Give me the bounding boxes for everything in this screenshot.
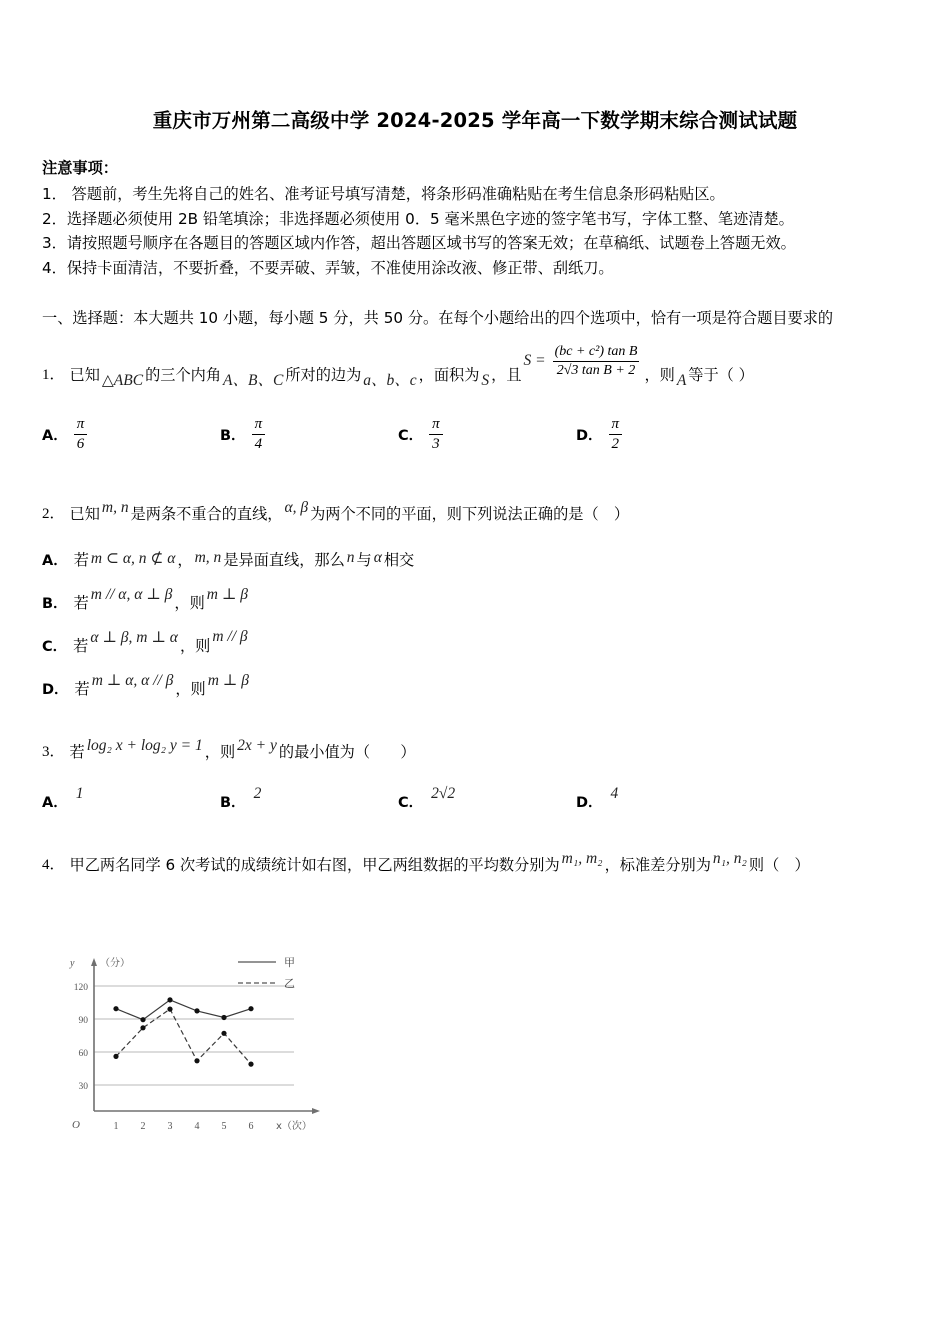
- q1-text-4: ，面积为: [418, 366, 480, 385]
- notice-item-1: 1． 答题前，考生先将自己的姓名、准考证号填写清楚，将条形码准确粘贴在考生信息条形码粘贴区。: [42, 184, 725, 203]
- q2-lines: m, n: [101, 498, 129, 516]
- q2-option-b-prefix: 若: [73, 593, 89, 612]
- yi-point-2: [140, 1025, 145, 1030]
- q2-option-c-mid: ，则: [179, 636, 211, 655]
- score-line-chart: [48, 948, 348, 1138]
- x-axis-arrow: [312, 1108, 320, 1114]
- q2-option-a-cond3: n: [346, 548, 355, 566]
- q1-area: S: [481, 371, 490, 389]
- q3-option-d-value: 4: [610, 785, 619, 803]
- q2-option-a-mid2: 是异面直线，那么: [223, 550, 345, 569]
- q2-option-b-cond: m // α, α ⊥ β: [90, 585, 173, 603]
- q3-option-a[interactable]: [42, 785, 220, 812]
- q1-option-c-value: [429, 416, 443, 453]
- page-title: 重庆市万州第二高级中学 2024-2025 学年高一下数学期末综合测试试题: [152, 109, 798, 132]
- xtick-label-5: 5: [221, 1121, 227, 1132]
- question-1-stem: [42, 343, 908, 389]
- chart-legend: [238, 956, 295, 990]
- q1-angles: A、B、C: [223, 371, 284, 389]
- notice-heading: 注意事项：: [42, 159, 118, 178]
- question-2-stem: [42, 498, 908, 525]
- q2-option-d-mid: ，则: [175, 679, 206, 698]
- section-heading: 一、选择题：本大题共 10 小题，每小题 5 分，共 50 分。在每个小题给出的四个选项中，恰有一项是符合题目要求的: [42, 309, 834, 328]
- q2-option-b-concl: m ⊥ β: [206, 585, 248, 603]
- xtick-label-4: 4: [194, 1121, 200, 1132]
- q1-option-b-label: B．: [220, 427, 246, 444]
- yi-point-4: [194, 1058, 199, 1063]
- q2-option-a-prefix: 若: [73, 550, 89, 569]
- q1-triangle: △ABC: [101, 371, 144, 389]
- y-axis-label: （分）: [100, 958, 130, 969]
- q3-option-c[interactable]: [398, 785, 576, 812]
- yi-point-3: [167, 1007, 172, 1012]
- question-4: [0, 849, 950, 876]
- q2-option-a-cond1: m ⊂ α, n ⊄ α: [90, 549, 176, 567]
- q1-option-b-num: π: [254, 415, 263, 432]
- xtick-label-1: 1: [113, 1121, 119, 1132]
- q2-option-a-tail: 相交: [383, 550, 415, 569]
- q2-option-b[interactable]: [0, 585, 950, 613]
- q2-option-d-cond: m ⊥ α, α // β: [91, 671, 174, 689]
- q3-text-3: 的最小值为（ ）: [278, 743, 416, 762]
- y-axis-arrow: [91, 958, 97, 966]
- q1-option-d-den: 2: [609, 434, 623, 453]
- jia-point-6: [248, 1006, 253, 1011]
- q1-formula-denominator: 2√3 tan B + 2: [553, 361, 640, 379]
- q2-option-a-cond4: α: [373, 548, 382, 566]
- q3-option-a-label: A．: [42, 794, 68, 811]
- q2-option-c-concl: m // β: [212, 627, 248, 645]
- q2-option-d-concl: m ⊥ β: [207, 671, 249, 689]
- q1-formula: [522, 344, 645, 379]
- question-3-stem: [42, 736, 908, 763]
- question-4-stem: [42, 849, 908, 876]
- q4-text-3: 则（ ）: [748, 856, 810, 875]
- jia-point-4: [194, 1008, 199, 1013]
- q1-sides: a、b、c: [363, 371, 417, 389]
- x-axis-label: x（次）: [276, 1121, 312, 1132]
- notice-item-2: 2．选择题必须使用 2B 铅笔填涂；非选择题必须使用 0．5 毫米黑色字迹的签字笔书写，字体工整、笔迹清楚。: [42, 209, 794, 228]
- q2-text-3: 为两个不同的平面，则下列说法正确的是（ ）: [310, 504, 630, 523]
- notice-item-3: 3．请按照题号顺序在各题目的答题区域内作答，超出答题区域书写的答案无效；在草稿纸、试题卷上答题无效。: [42, 234, 796, 253]
- question-3: [0, 736, 950, 763]
- q1-option-c-num: π: [432, 415, 440, 432]
- chart-svg: [48, 948, 348, 1138]
- q2-option-d[interactable]: [0, 671, 950, 699]
- q2-option-c-cond: α ⊥ β, m ⊥ α: [90, 628, 178, 646]
- q1-option-d-value: [609, 416, 623, 453]
- q2-option-a[interactable]: [0, 549, 950, 570]
- series-jia-line: [116, 1000, 251, 1020]
- q1-option-a-den: 6: [74, 434, 88, 453]
- xtick-label-3: 3: [167, 1121, 173, 1132]
- q1-text-7: 等于（ ）: [688, 366, 754, 385]
- q1-formula-fraction: [551, 344, 642, 379]
- q2-option-a-label: A．: [42, 552, 68, 569]
- q1-text-2: 的三个内角: [145, 366, 222, 385]
- q1-formula-lhs: S =: [523, 352, 546, 370]
- q2-option-c[interactable]: [0, 627, 950, 656]
- q3-option-c-label: C．: [398, 794, 424, 811]
- ytick-label-120: 120: [73, 983, 88, 993]
- question-1: [0, 343, 950, 389]
- legend-label-yi: 乙: [284, 977, 295, 990]
- question-3-options: [0, 785, 950, 812]
- q1-option-c[interactable]: [398, 416, 576, 453]
- q3-expression: 2x + y: [237, 736, 277, 754]
- q4-text-2: ，标准差分别为: [604, 856, 711, 875]
- legend-label-jia: 甲: [284, 956, 295, 969]
- q3-equation: log₂ x + log₂ y = 1: [86, 736, 203, 754]
- q4-means: m₁, m₂: [561, 849, 603, 867]
- yi-point-5: [221, 1031, 226, 1036]
- ytick-label-60: 60: [78, 1049, 88, 1059]
- jia-point-1: [113, 1006, 118, 1011]
- q2-planes: α, β: [284, 498, 309, 516]
- xtick-label-6: 6: [248, 1121, 254, 1132]
- q2-option-d-label: D．: [42, 681, 69, 698]
- notice-block: [0, 134, 950, 280]
- q3-text-2: ，则: [204, 743, 236, 762]
- q1-option-a-label: A．: [42, 427, 68, 444]
- question-2: [0, 498, 950, 525]
- q3-option-d[interactable]: [576, 785, 754, 812]
- q1-text-3: 所对的边为: [285, 366, 362, 385]
- q2-option-a-mid3: 与: [356, 550, 372, 569]
- q1-answer-var: A: [676, 371, 687, 389]
- q3-text-1: 若: [69, 743, 85, 762]
- q2-option-c-prefix: 若: [73, 636, 89, 655]
- ytick-label-90: 90: [78, 1016, 88, 1026]
- jia-point-2: [140, 1017, 145, 1022]
- q3-option-a-value: 1: [75, 785, 84, 803]
- q2-option-a-mid1: ，: [177, 550, 193, 569]
- q1-formula-numerator: (bc + c²) tan B: [554, 343, 638, 359]
- q2-text-1: 已知: [69, 504, 100, 523]
- question-3-number: 3．: [42, 744, 65, 761]
- q1-option-d[interactable]: [576, 416, 754, 453]
- ytick-label-30: 30: [78, 1082, 88, 1092]
- q3-option-d-label: D．: [576, 794, 603, 811]
- q2-option-a-cond2: m, n: [194, 548, 222, 566]
- q1-option-d-label: D．: [576, 427, 603, 444]
- q3-option-b[interactable]: [220, 785, 398, 812]
- q4-standard-deviations: n₁, n₂: [712, 849, 747, 867]
- question-1-options: [0, 416, 950, 453]
- q1-option-b-value: [252, 416, 266, 453]
- y-axis-symbol: y: [70, 958, 75, 969]
- q3-option-b-value: 2: [253, 785, 262, 803]
- question-1-number: 1．: [42, 367, 65, 384]
- q1-option-c-label: C．: [398, 427, 424, 444]
- q2-option-d-prefix: 若: [74, 679, 90, 698]
- q1-text-6: ，则: [644, 366, 675, 385]
- question-2-number: 2．: [42, 506, 65, 523]
- q4-text-1: 甲乙两名同学 6 次考试的成绩统计如右图，甲乙两组数据的平均数分别为: [69, 856, 560, 875]
- q1-option-d-num: π: [611, 415, 620, 432]
- q1-option-b-den: 4: [252, 434, 266, 453]
- q2-option-c-label: C．: [42, 638, 68, 655]
- q2-option-b-mid: ，则: [174, 593, 205, 612]
- q1-option-a-value: [74, 416, 88, 453]
- origin-label: O: [72, 1119, 80, 1131]
- q3-option-b-label: B．: [220, 794, 246, 811]
- xtick-label-2: 2: [140, 1121, 146, 1132]
- q1-option-a-num: π: [76, 415, 85, 432]
- q2-option-b-label: B．: [42, 595, 68, 612]
- q1-text-5: ，且: [491, 366, 522, 385]
- jia-point-5: [221, 1015, 226, 1020]
- chart-gridlines: [94, 986, 294, 1085]
- q1-option-b[interactable]: [220, 416, 398, 453]
- q1-text-1: 已知: [69, 366, 100, 385]
- q2-text-2: 是两条不重合的直线，: [130, 504, 283, 523]
- question-4-number: 4．: [42, 857, 65, 874]
- notice-item-4: 4．保持卡面清洁，不要折叠，不要弄破、弄皱，不准使用涂改液、修正带、刮纸刀。: [42, 258, 614, 277]
- q3-option-c-value: 2√2: [431, 785, 456, 803]
- yi-point-6: [248, 1062, 253, 1067]
- jia-point-3: [167, 997, 172, 1002]
- yi-point-1: [113, 1054, 118, 1059]
- q1-option-c-den: 3: [429, 434, 443, 453]
- q1-option-a[interactable]: [42, 416, 220, 453]
